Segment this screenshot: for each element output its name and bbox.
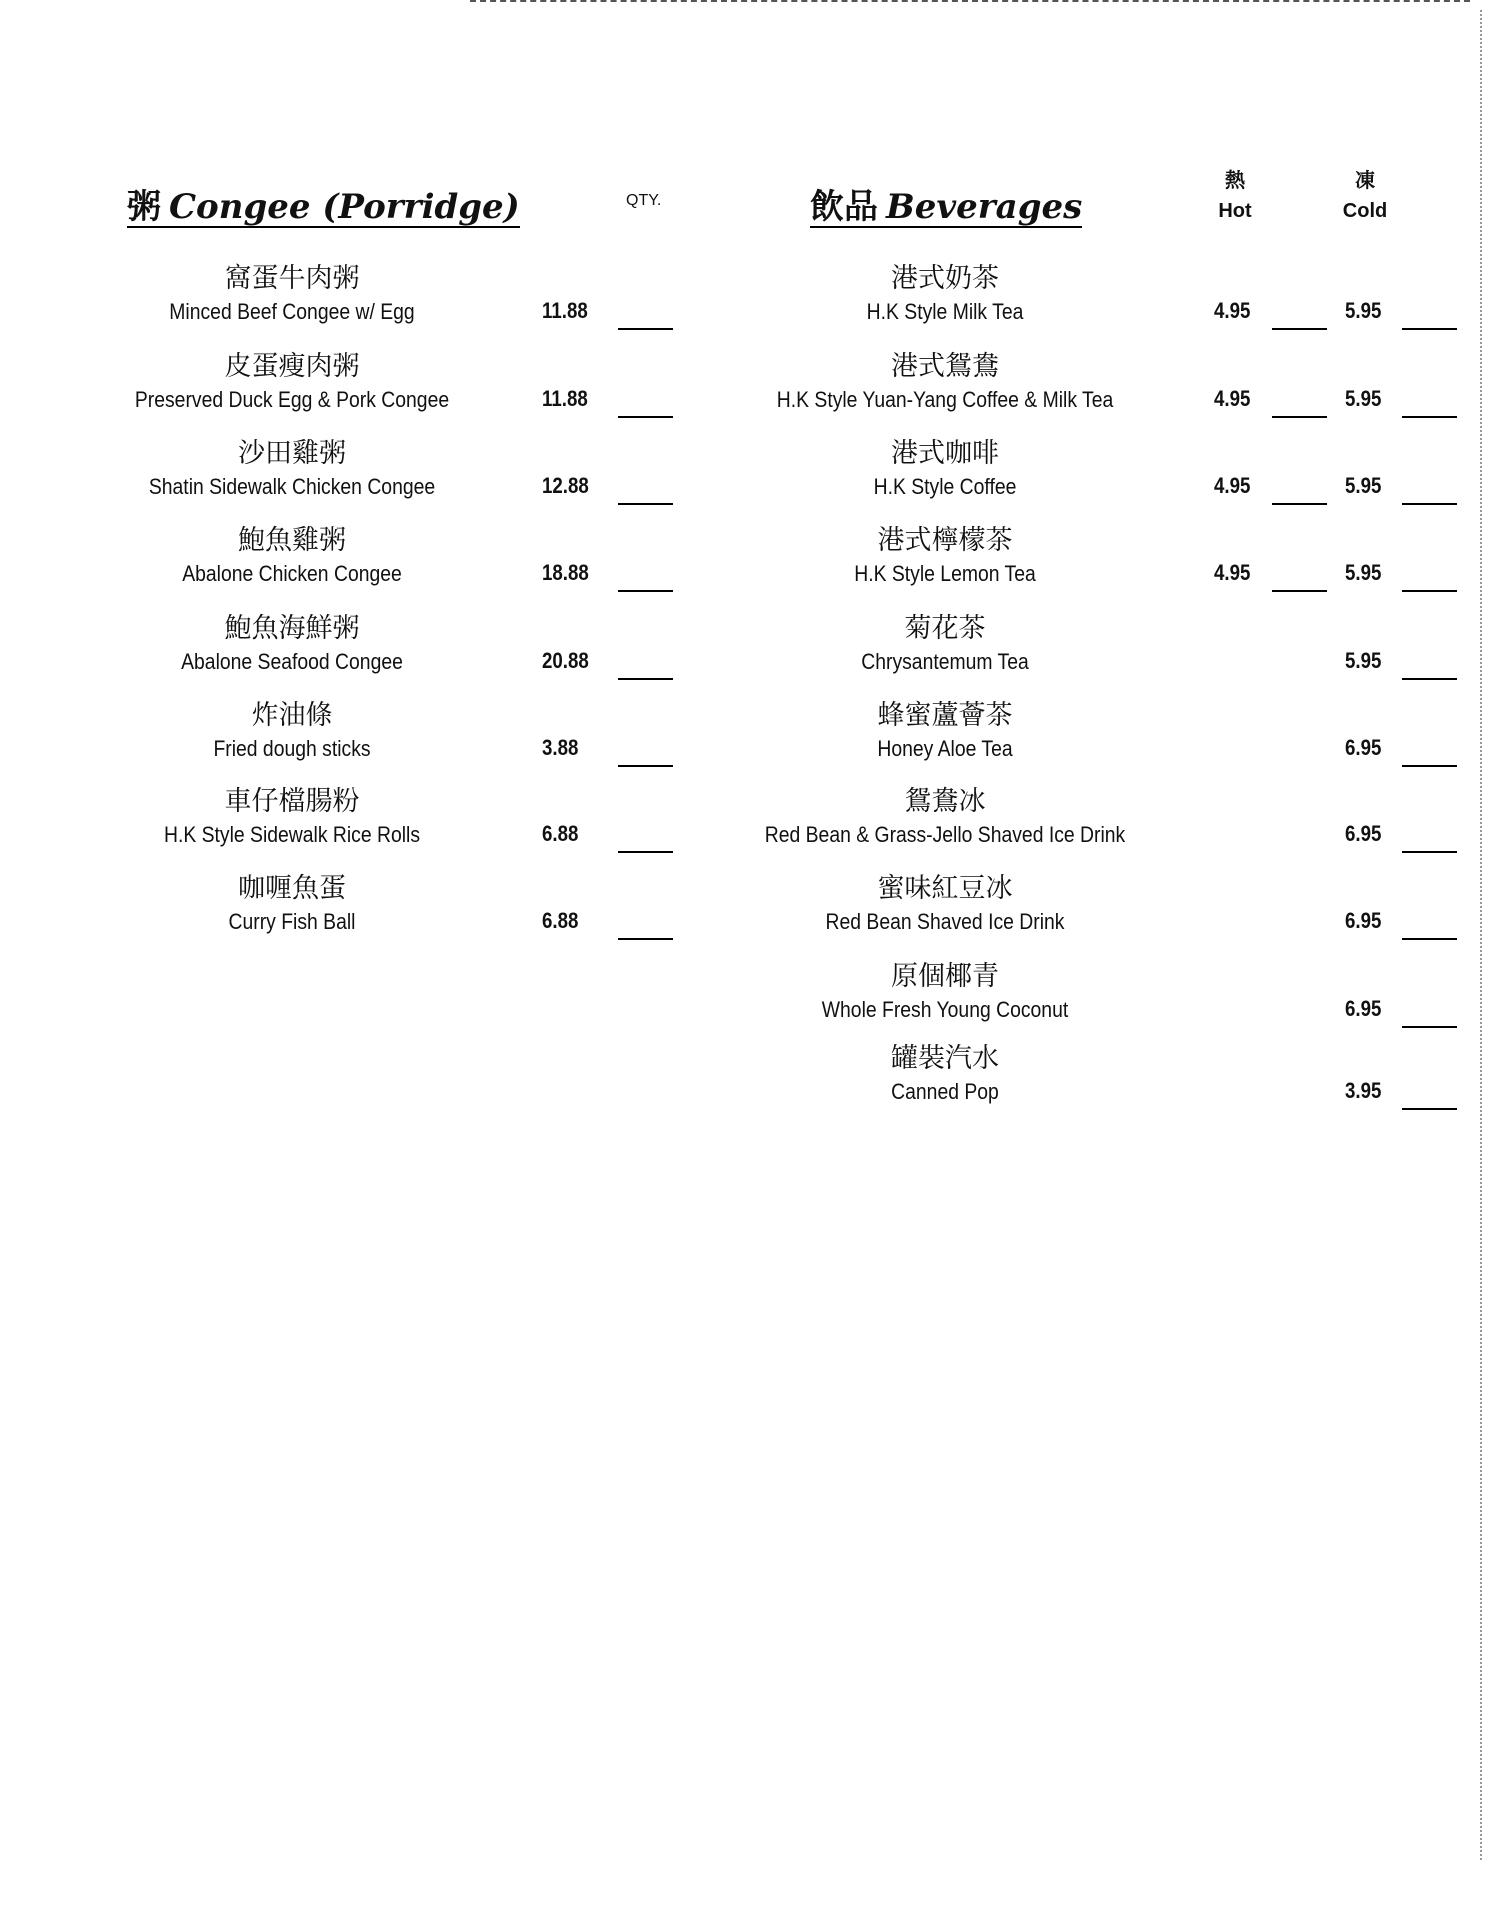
beverage-item xyxy=(740,524,1150,606)
hot-label-cn: 熱 xyxy=(1225,170,1245,192)
hot-qty-blank[interactable] xyxy=(1272,416,1327,418)
item-name-zh: 窩蛋牛肉粥 xyxy=(224,263,360,294)
qty-label: QTY. xyxy=(626,192,662,209)
item-name-en: H.K Style Coffee xyxy=(873,474,1017,499)
hot-price: 4.95 xyxy=(1214,473,1251,498)
cold-price: 5.95 xyxy=(1345,298,1382,323)
item-name-zh: 菊花茶 xyxy=(904,613,986,644)
congee-title-cn: 粥 xyxy=(127,187,161,227)
item-name-zh: 罐裝汽水 xyxy=(891,1043,999,1074)
item-name-en: Honey Aloe Tea xyxy=(877,736,1013,761)
qty-blank[interactable] xyxy=(618,851,673,853)
item-name-en: Whole Fresh Young Coconut xyxy=(821,997,1069,1022)
item-name-zh: 港式咖啡 xyxy=(891,438,999,469)
hot-price: 4.95 xyxy=(1214,386,1251,411)
cold-price: 6.95 xyxy=(1345,996,1382,1021)
qty-blank[interactable] xyxy=(618,503,673,505)
item-name-en: Preserved Duck Egg & Pork Congee xyxy=(134,387,450,412)
item-name-en: Chrysantemum Tea xyxy=(861,649,1029,674)
congee-price: 11.88 xyxy=(542,298,588,323)
item-name-zh: 蜂蜜蘆薈茶 xyxy=(877,700,1013,731)
cold-qty-blank[interactable] xyxy=(1402,1026,1457,1028)
cold-price: 6.95 xyxy=(1345,908,1382,933)
congee-item xyxy=(112,612,472,694)
item-name-zh: 鮑魚海鮮粥 xyxy=(224,613,360,644)
scan-artifact-right xyxy=(1478,10,1482,1860)
item-name-en: Shatin Sidewalk Chicken Congee xyxy=(148,474,436,499)
cold-label-en: Cold xyxy=(1342,200,1388,222)
congee-title-en: Congee (Porridge) xyxy=(169,187,520,227)
cold-price: 5.95 xyxy=(1345,648,1382,673)
cold-qty-blank[interactable] xyxy=(1402,765,1457,767)
beverage-item xyxy=(740,872,1150,954)
beverage-item xyxy=(740,437,1150,519)
cold-column-header xyxy=(1330,166,1400,226)
cold-price: 5.95 xyxy=(1345,473,1382,498)
congee-price: 6.88 xyxy=(542,821,579,846)
cold-price: 5.95 xyxy=(1345,386,1382,411)
item-name-zh: 港式奶茶 xyxy=(891,263,999,294)
item-name-en: Fried dough sticks xyxy=(213,736,371,761)
item-name-en: H.K Style Milk Tea xyxy=(866,299,1024,324)
item-name-en: Abalone Chicken Congee xyxy=(182,561,402,586)
beverage-item xyxy=(740,960,1150,1042)
beverage-item xyxy=(740,350,1150,432)
scan-artifact-top xyxy=(470,0,1470,5)
congee-price: 3.88 xyxy=(542,735,579,760)
beverage-item xyxy=(740,262,1150,344)
qty-blank[interactable] xyxy=(618,328,673,330)
item-name-zh: 皮蛋瘦肉粥 xyxy=(224,351,360,382)
cold-price: 6.95 xyxy=(1345,735,1382,760)
cold-price: 5.95 xyxy=(1345,560,1382,585)
hot-qty-blank[interactable] xyxy=(1272,590,1327,592)
hot-price: 4.95 xyxy=(1214,298,1251,323)
item-name-zh: 原個椰青 xyxy=(891,961,999,992)
cold-label-cn: 凍 xyxy=(1355,170,1375,192)
beverages-title-cn: 飲品 xyxy=(810,187,878,227)
congee-price: 20.88 xyxy=(542,648,589,673)
congee-item xyxy=(112,872,472,954)
cold-qty-blank[interactable] xyxy=(1402,1108,1457,1110)
cold-price: 3.95 xyxy=(1345,1078,1382,1103)
cold-qty-blank[interactable] xyxy=(1402,590,1457,592)
item-name-zh: 咖喱魚蛋 xyxy=(238,873,346,904)
cold-qty-blank[interactable] xyxy=(1402,503,1457,505)
qty-blank[interactable] xyxy=(618,416,673,418)
item-name-en: Curry Fish Ball xyxy=(228,909,356,934)
item-name-en: Red Bean Shaved Ice Drink xyxy=(825,909,1065,934)
cold-price: 6.95 xyxy=(1345,821,1382,846)
item-name-en: H.K Style Lemon Tea xyxy=(854,561,1036,586)
item-name-en: Canned Pop xyxy=(891,1079,999,1104)
item-name-en: H.K Style Yuan-Yang Coffee & Milk Tea xyxy=(776,387,1114,412)
item-name-en: Red Bean & Grass-Jello Shaved Ice Drink xyxy=(764,822,1126,847)
item-name-zh: 炸油條 xyxy=(251,700,333,731)
cold-qty-blank[interactable] xyxy=(1402,851,1457,853)
qty-blank[interactable] xyxy=(618,765,673,767)
cold-qty-blank[interactable] xyxy=(1402,328,1457,330)
item-name-zh: 車仔檔腸粉 xyxy=(224,786,360,817)
item-name-en: Minced Beef Congee w/ Egg xyxy=(169,299,415,324)
congee-item xyxy=(112,437,472,519)
congee-price: 18.88 xyxy=(542,560,589,585)
congee-item xyxy=(112,524,472,606)
congee-item xyxy=(112,699,472,781)
cold-qty-blank[interactable] xyxy=(1402,416,1457,418)
item-name-zh: 港式鴛鴦 xyxy=(891,351,999,382)
congee-price: 6.88 xyxy=(542,908,579,933)
congee-item xyxy=(112,262,472,344)
item-name-en: Abalone Seafood Congee xyxy=(181,649,403,674)
congee-item xyxy=(112,785,472,867)
congee-heading xyxy=(127,188,520,228)
hot-qty-blank[interactable] xyxy=(1272,503,1327,505)
qty-blank[interactable] xyxy=(618,938,673,940)
beverage-item xyxy=(740,612,1150,694)
qty-blank[interactable] xyxy=(618,590,673,592)
cold-qty-blank[interactable] xyxy=(1402,678,1457,680)
item-name-zh: 鴛鴦冰 xyxy=(904,786,986,817)
item-name-zh: 鮑魚雞粥 xyxy=(238,525,346,556)
beverages-title-en: Beverages xyxy=(886,187,1083,227)
congee-item xyxy=(112,350,472,432)
hot-price: 4.95 xyxy=(1214,560,1251,585)
hot-label-en: Hot xyxy=(1218,200,1252,222)
beverages-heading xyxy=(810,188,1082,228)
cold-qty-blank[interactable] xyxy=(1402,938,1457,940)
congee-price: 12.88 xyxy=(542,473,589,498)
item-name-zh: 港式檸檬茶 xyxy=(877,525,1013,556)
item-name-zh: 沙田雞粥 xyxy=(238,438,346,469)
beverage-item xyxy=(740,1042,1150,1124)
beverage-item xyxy=(740,699,1150,781)
qty-blank[interactable] xyxy=(618,678,673,680)
item-name-zh: 蜜味紅豆冰 xyxy=(877,873,1013,904)
hot-column-header xyxy=(1200,166,1270,226)
congee-price: 11.88 xyxy=(542,386,588,411)
item-name-en: H.K Style Sidewalk Rice Rolls xyxy=(163,822,421,847)
hot-qty-blank[interactable] xyxy=(1272,328,1327,330)
beverage-item xyxy=(740,785,1150,867)
